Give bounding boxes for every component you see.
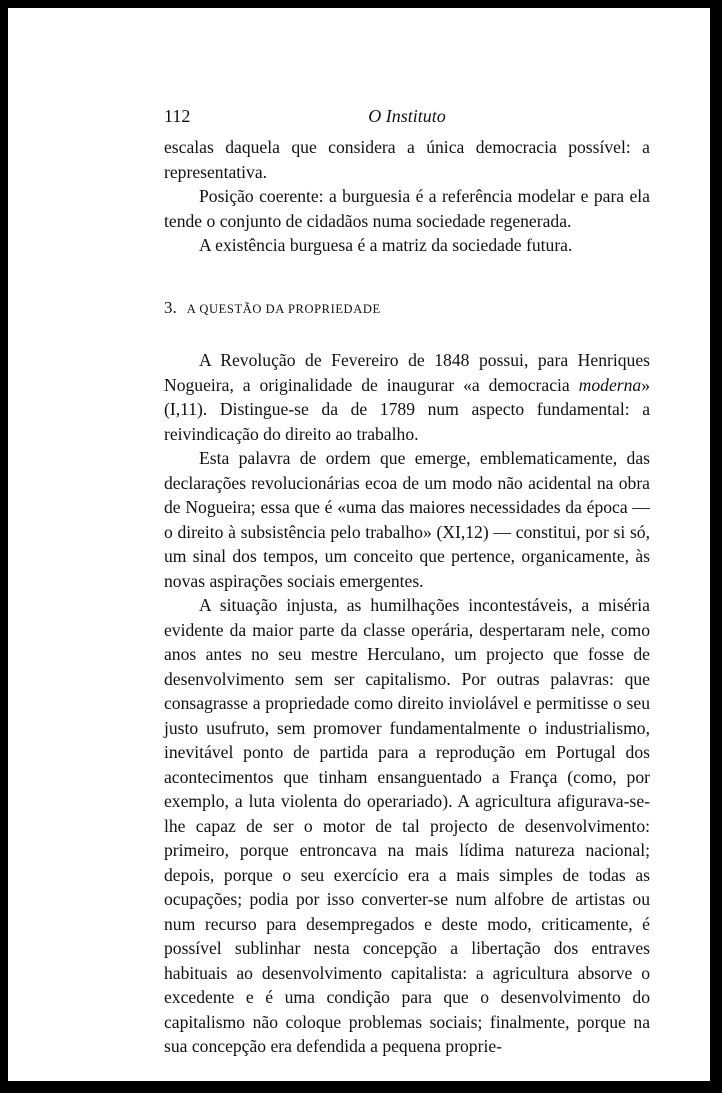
section-title: A QUESTÃO DA PROPRIEDADE	[186, 302, 381, 316]
running-title: O Instituto	[368, 106, 446, 126]
section-1-text	[164, 135, 650, 258]
paragraph: A situação injusta, as humilhações incontestáveis, a miséria evidente da maior parte da classe operária, despertaram nele, como anos antes no seu mestre Herculano, um projecto que fosse de desenvolvimento sem ser capitalismo. Por outras palavras: que consagrasse a propriedade como direito inviolável e permitisse o seu justo usufruto, sem promover fundamentalmente o industrialismo, inevitável ponto de partida para a reprodução em Portugal dos acontecimentos que tinham ensanguentado a França (como, por exemplo, a luta violenta do operariado). A agricultura afigurava-se-lhe capaz de ser o motor de tal projecto de desenvolvimento: primeiro, porque entroncava na mais lídima natureza nacional; depois, porque o seu exercício era a mais simples de todas as ocupações; podia por isso converter-se num alfobre de artistas ou num recurso para desempregados e deste modo, criticamente, é possível sublinhar nesta concepção a libertação dos entraves habituais ao desenvolvimento capitalista: a agricultura absorve o excedente e é uma condição para que o desenvolvimento do capitalismo não coloque problemas sociais; finalmente, porque na sua concepção era defendida a pequena proprie-	[164, 595, 650, 1056]
section-heading	[164, 298, 381, 318]
paragraph-text: » (I,11). Distingue-se da de 1789 num aspecto fundamental: a reivindicação do direito ao trabalho.	[164, 374, 650, 444]
paragraph: Posição coerente: a burguesia é a referência modelar e para ela tende o conjunto de cidadãos numa sociedade regenerada.	[164, 186, 650, 231]
page-number: 112	[164, 106, 191, 126]
italic-term: moderna	[578, 374, 642, 395]
book-page	[8, 8, 710, 1081]
paragraph-text: A Revolução de Fevereiro de 1848 possui, para Henriques Nogueira, a originalidade de inaugurar «a democracia	[164, 350, 650, 395]
section-number: 3.	[164, 298, 177, 317]
page-header	[164, 106, 650, 130]
paragraph: escalas daquela que considera a única democracia possível: a representativa.	[164, 137, 650, 182]
section-3-text	[164, 348, 650, 1059]
paragraph: A existência burguesa é a matriz da sociedade futura.	[199, 235, 573, 255]
paragraph	[164, 348, 650, 446]
paragraph: Esta palavra de ordem que emerge, emblematicamente, das declarações revolucionárias ecoa de um modo não acidental na obra de Nogueira; essa que é «uma das maiores necessidades da época — o direito à subsistência pelo trabalho» (XI,12) — constitui, por si só, um sinal dos tempos, um conceito que pertence, organicamente, às novas aspirações sociais emergentes.	[164, 448, 650, 591]
